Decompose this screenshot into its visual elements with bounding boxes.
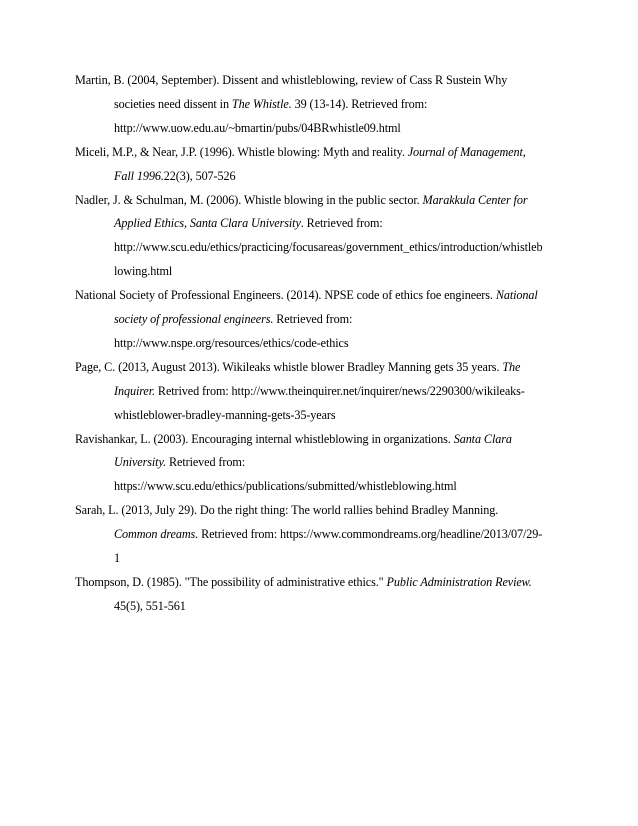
reference-text: 39 (13-14). Retrieved from:	[291, 96, 428, 111]
reference-continuation-line	[114, 96, 427, 112]
reference-continuation-line	[114, 239, 542, 255]
reference-text: Ravishankar, L. (2003). Encouraging internal whistleblowing in organizations.	[75, 431, 454, 446]
reference-text: Retrived from: http://www.theinquirer.net/inquirer/news/2290300/wikileaks-	[154, 383, 525, 398]
reference-continuation-line	[114, 383, 525, 399]
reference-continuation-line	[114, 407, 336, 423]
reference-text: Thompson, D. (1985). "The possibility of administrative ethics."	[75, 574, 387, 589]
reference-italic-title: Fall 1996.	[114, 168, 164, 183]
reference-continuation-line	[114, 215, 383, 231]
reference-italic-title: National	[495, 288, 538, 303]
reference-first-line	[75, 144, 526, 160]
reference-text: Nadler, J. & Schulman, M. (2006). Whistle blowing in the public sector.	[75, 192, 423, 207]
reference-first-line	[75, 192, 527, 208]
reference-italic-title: The	[502, 359, 521, 374]
reference-continuation-line	[114, 168, 236, 184]
reference-text: https://www.scu.edu/ethics/publications/submitted/whistleblowing.html	[114, 479, 457, 494]
reference-italic-title: The Whistle.	[231, 96, 292, 111]
reference-text: Miceli, M.P., & Near, J.P. (1996). Whistle blowing: Myth and reality.	[75, 144, 408, 159]
reference-continuation-line	[114, 311, 352, 327]
reference-text: Retrieved from:	[273, 312, 353, 326]
reference-first-line	[75, 502, 498, 518]
reference-text: National Society of Professional Engineers. (2014). NPSE code of ethics foe engineers.	[75, 288, 496, 303]
reference-italic-title: Santa Clara	[453, 431, 512, 446]
reference-text: http://www.uow.edu.au/~bmartin/pubs/04BRwhistle09.html	[114, 120, 401, 135]
reference-text: 22(3), 507-526	[163, 168, 236, 183]
reference-text: societies need dissent in	[114, 96, 232, 111]
reference-continuation-line	[114, 598, 186, 614]
reference-continuation-line	[114, 335, 349, 351]
reference-text: Page, C. (2013, August 2013). Wikileaks whistle blower Bradley Manning gets 35 years.	[75, 359, 503, 374]
reference-text: 45(5), 551-561	[114, 598, 186, 613]
reference-continuation-line	[114, 550, 120, 566]
reference-text: 1	[114, 551, 120, 565]
reference-italic-title: Public Administration Review.	[386, 574, 532, 589]
reference-italic-title: Journal of Management,	[407, 144, 526, 159]
reference-first-line	[75, 359, 520, 375]
reference-text: Sarah, L. (2013, July 29). Do the right thing: The world rallies behind Bradley Manning.	[75, 503, 499, 518]
reference-italic-title: Applied Ethics, Santa Clara University	[114, 216, 301, 231]
reference-continuation-line	[114, 454, 245, 470]
reference-text: Retrieved from: https://www.commondreams.org/headline/2013/07/29-	[198, 527, 543, 542]
reference-text: Retrieved from:	[166, 455, 245, 470]
reference-first-line	[75, 287, 538, 303]
reference-text: http://www.nspe.org/resources/ethics/code-ethics	[114, 335, 349, 350]
reference-first-line	[75, 431, 512, 447]
reference-text: http://www.scu.edu/ethics/practicing/focusareas/government_ethics/introduction/whistleb	[114, 240, 543, 255]
reference-italic-title: Inquirer.	[114, 383, 155, 398]
reference-continuation-line	[114, 526, 542, 542]
reference-italic-title: society of professional engineers.	[114, 312, 274, 326]
reference-text: whistleblower-bradley-manning-gets-35-years	[114, 407, 336, 422]
reference-italic-title: Common dreams.	[114, 527, 199, 542]
reference-italic-title: University.	[114, 455, 167, 470]
reference-text: Martin, B. (2004, September). Dissent and whistleblowing, review of Cass R Sustein Why	[75, 73, 508, 87]
reference-text: lowing.html	[114, 264, 173, 279]
reference-text: . Retrieved from:	[300, 216, 383, 231]
reference-continuation-line	[114, 120, 401, 136]
reference-first-line	[75, 574, 532, 590]
reference-italic-title: Marakkula Center for	[422, 192, 528, 207]
reference-continuation-line	[114, 263, 172, 279]
reference-first-line	[75, 72, 507, 88]
reference-continuation-line	[114, 478, 457, 494]
